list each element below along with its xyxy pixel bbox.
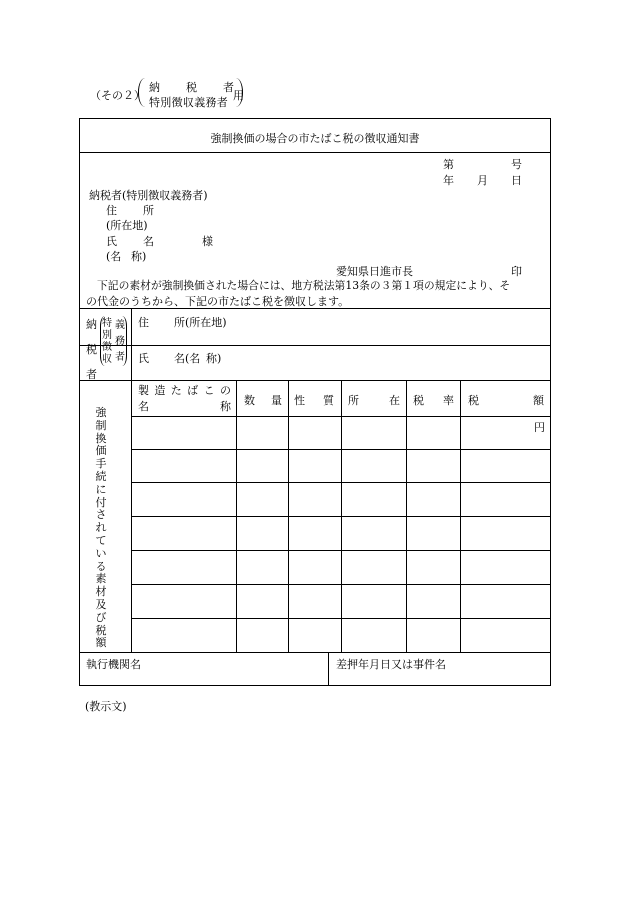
date-year: 年 <box>443 174 454 187</box>
target-special-collector: 特別徴収義務者 <box>149 96 229 109</box>
taxpayer-address-label-2: 所(所在地) <box>174 316 227 329</box>
address-label-1: 住 <box>106 204 117 217</box>
taxpayer-address-label-1: 住 <box>138 316 149 329</box>
rule-footer-split <box>328 652 329 685</box>
yen-unit: 円 <box>534 421 545 434</box>
number-suffix: 号 <box>511 158 522 171</box>
rule-title <box>80 152 550 153</box>
notice-form <box>79 118 551 686</box>
date-day: 日 <box>511 174 522 187</box>
address-label-2: 所 <box>143 204 154 217</box>
target-taxpayer: 納 税 者 <box>149 81 234 94</box>
rule-col-2 <box>288 380 289 652</box>
form-title: 強制換価の場合の市たばこ税の徴収通知書 <box>210 132 420 145</box>
date-month: 月 <box>477 174 488 187</box>
name-alt-2: 称) <box>131 250 147 263</box>
number-prefix: 第 <box>443 158 454 171</box>
special-col-1: 特 別 徴 収 <box>102 318 112 365</box>
special-col-2: 義 務 者 <box>115 320 125 363</box>
goods-side-label: 強 制 換 価 手 続 に 付 さ れ て い る 素 材 及 び 税 額 <box>95 406 107 650</box>
honorific: 様 <box>202 235 213 248</box>
taxpayer-name-label-1: 氏 <box>138 352 149 365</box>
col-quality-header: 性 質 <box>294 394 334 407</box>
rule-col-3 <box>341 380 342 652</box>
addressee: 納税者(特別徴収義務者) <box>89 189 208 202</box>
left-brace <box>138 78 146 107</box>
col-amount-header: 税 額 <box>468 394 544 407</box>
issuer: 愛知県日進市長 <box>336 265 413 278</box>
rule-col-4 <box>406 380 407 652</box>
seizure-label: 差押年月日又は事件名 <box>336 658 446 671</box>
rule-footer <box>80 652 550 653</box>
taxpayer-name-label-2: 名(名 <box>174 352 201 365</box>
col-location-header: 所 在 <box>348 394 400 407</box>
taxpayer-side-1: 納 <box>86 318 97 331</box>
col-quantity-header: 数 量 <box>244 394 282 407</box>
seal-mark: 印 <box>511 265 522 278</box>
instruction-notes: (教示文) <box>85 700 127 713</box>
rule-col-5 <box>460 380 461 652</box>
name-label-2: 名 <box>143 235 154 248</box>
form-variant-label: （その２） <box>90 89 145 102</box>
name-alt-1: (名 <box>106 250 122 263</box>
col-rate-header: 税 率 <box>413 394 454 407</box>
rule-taxpayer-mid <box>80 345 550 346</box>
name-label-1: 氏 <box>106 235 117 248</box>
rule-side-label <box>131 308 132 652</box>
taxpayer-name-label-3: 称) <box>206 352 222 365</box>
address-alt: (所在地) <box>106 219 148 232</box>
rule-col-1 <box>236 380 237 652</box>
col-product-header-2: 名 称 <box>138 400 231 413</box>
body-text-line-1: 下記の素材が強制換価された場合には、地方税法第13条の３第１項の規定により、そ <box>97 279 511 292</box>
rule-taxpayer <box>80 380 550 381</box>
agency-label: 執行機関名 <box>86 658 141 671</box>
body-text-line-2: の代金のうちから、下記の市たばこ税を徴収します。 <box>86 295 350 308</box>
taxpayer-side-3: 者 <box>86 368 97 381</box>
taxpayer-side-2: 税 <box>86 343 97 356</box>
col-product-header-1: 製 造 た ば こ の <box>138 384 231 397</box>
use-suffix: 用 <box>233 89 244 102</box>
